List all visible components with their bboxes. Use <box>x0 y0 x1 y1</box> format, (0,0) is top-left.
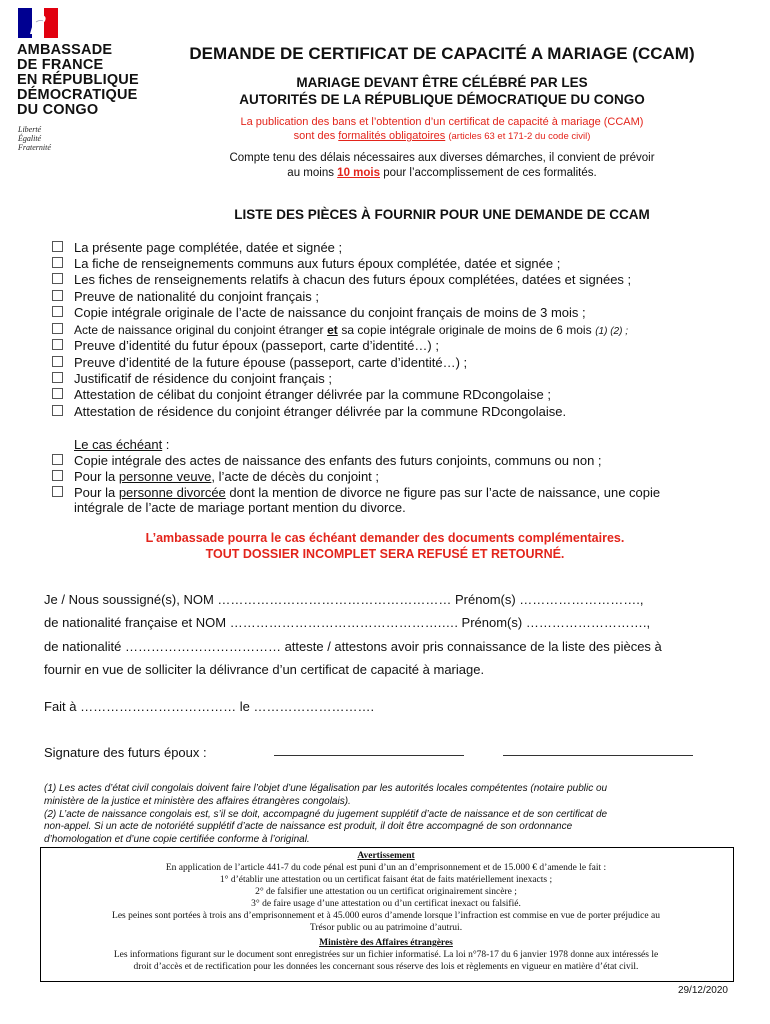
list-item-continuation: intégrale de l’acte de mariage portant mention du divorce. <box>74 500 406 515</box>
list-item-text: , l’acte de décès du conjoint ; <box>211 469 380 484</box>
pub-text-obligatoires: formalités obligatoires <box>338 130 446 142</box>
list-item-text: Pour la <box>74 485 116 500</box>
signature-line-2[interactable] <box>503 755 693 757</box>
pub-text-a: sont des <box>293 130 336 142</box>
delay-line-2 <box>152 166 732 181</box>
footnote-1a: (1) Les actes d’état civil congolais doivent faire l’objet d’une légalisation par les autorités locales compétentes (notaire public ou <box>44 783 608 794</box>
list-item <box>52 404 566 419</box>
embassy-name-line-3: EN RÉPUBLIQUE <box>17 72 139 88</box>
list-item <box>52 272 631 287</box>
checkbox[interactable] <box>52 356 63 367</box>
motto-liberte: Liberté <box>18 125 42 134</box>
list-item <box>52 256 560 271</box>
list-item-text: Justificatif de résidence du conjoint français ; <box>74 371 332 386</box>
publication-line-2 <box>152 129 732 144</box>
embassy-name-line-1: AMBASSADE <box>17 42 113 58</box>
list-item <box>52 371 332 386</box>
list-item <box>52 469 379 484</box>
avertissement-text <box>44 850 728 973</box>
checkbox[interactable] <box>52 273 63 284</box>
list-item-text: La présente page complétée, datée et signée ; <box>74 240 343 255</box>
footnote-2b: non-appel. Si un acte de notoriété supplétif d’acte de naissance est produit, il doit être accompagné de son ordonnance <box>44 821 573 833</box>
avertissement-line: 1° d’établir une attestation ou un certificat faisant état de faits matériellement inexacts ; <box>219 875 553 885</box>
document-subtitle <box>152 74 732 108</box>
footnote-2a: (2) L’acte de naissance congolais est, s’il se doit, accompagné du jugement supplétif d’acte de naissance et de son certificat de <box>44 808 608 820</box>
list-item-text: sa copie intégrale originale de moins de 6 mois <box>341 323 592 337</box>
document-date: 29/12/2020 <box>677 985 728 996</box>
list-item-text: Les fiches de renseignements relatifs à chacun des futurs époux complétées, datées et signées ; <box>74 272 632 287</box>
list-item <box>52 387 551 402</box>
list-item-text: Acte de naissance original du conjoint étranger <box>74 323 324 337</box>
cas-label-colon: : <box>162 437 170 452</box>
list-item-text: La fiche de renseignements communs aux futurs époux complétée, datée et signée ; <box>74 256 561 271</box>
checkbox[interactable] <box>52 290 63 301</box>
delay-text-c: pour l’accomplissement de ces formalités. <box>383 167 597 179</box>
cas-echeant-label <box>74 437 169 452</box>
embassy-name <box>17 43 167 118</box>
marianne-logo <box>18 8 58 38</box>
list-item <box>52 240 342 255</box>
publication-notice <box>152 115 732 144</box>
list-item-text: Preuve d’identité du futur époux (passeport, carte d’identité…) ; <box>74 338 439 353</box>
list-item-text: Attestation de résidence du conjoint étranger délivrée par la commune RDcongolaise. <box>74 404 567 419</box>
subtitle-line-1: MARIAGE DEVANT ÊTRE CÉLÉBRÉ PAR LES <box>296 75 588 90</box>
avertissement-line: Trésor public ou au patrimoine d’autrui. <box>309 923 463 933</box>
list-item <box>52 453 602 468</box>
list-item-text: Preuve d’identité de la future épouse (passeport, carte d’identité…) ; <box>74 355 468 370</box>
avertissement-title: Avertissement <box>357 851 415 861</box>
delay-notice <box>152 151 732 181</box>
ministere-line: droit d’accès et de rectification pour les données les concernant sous réserve des lois et règlements en vigueur en matière d’état civil. <box>133 962 639 972</box>
list-item-veuve: personne veuve <box>118 469 212 484</box>
motto-fraternite: Fraternité <box>18 143 51 152</box>
motto-egalite: Égalité <box>18 134 42 143</box>
checkbox[interactable] <box>52 486 63 497</box>
form-line-nom-1[interactable]: Je / Nous soussigné(s), NOM ……………………………………………… Prénom(s) ………………………., <box>44 592 644 607</box>
delay-10-mois: 10 mois <box>337 167 380 179</box>
footnotes <box>44 783 724 847</box>
red-warning-line-2: TOUT DOSSIER INCOMPLET SERA REFUSÉ ET RETOURNÉ. <box>205 547 565 561</box>
form-line-fait-a[interactable]: Fait à ……………………………… le ………………………. <box>44 699 375 714</box>
delay-line-1: Compte tenu des délais nécessaires aux diverses démarches, il convient de prévoir <box>229 152 655 164</box>
signature-line-1[interactable] <box>274 755 464 757</box>
checkbox[interactable] <box>52 470 63 481</box>
list-title: LISTE DES PIÈCES À FOURNIR POUR UNE DEMANDE DE CCAM <box>234 207 650 222</box>
form-line-nom-2[interactable]: de nationalité française et NOM ………………………………………….…. Prénom(s) ………………………., <box>44 615 651 630</box>
list-item-text: Copie intégrale des actes de naissance des enfants des futurs conjoints, communs ou non ; <box>74 453 602 468</box>
ministere-line: Les informations figurant sur le document sont enregistrées sur un fichier informatisé. La loi n°78-17 du 6 janvier 1978 donne aux intéressés le <box>113 950 659 960</box>
publication-line-1: La publication des bans et l’obtention d’un certificat de capacité à mariage (CCAM) <box>240 116 644 128</box>
red-warning-line-1: L’ambassade pourra le cas échéant demander des documents complémentaires. <box>145 531 625 545</box>
list-item <box>52 289 319 304</box>
checkbox[interactable] <box>52 405 63 416</box>
checkbox[interactable] <box>52 339 63 350</box>
list-item-text: Copie intégrale originale de l’acte de naissance du conjoint français de moins de 3 mois ; <box>74 305 586 320</box>
list-item <box>52 322 628 337</box>
form-line-nationalite[interactable]: de nationalité ……………………………… atteste / attestons avoir pris connaissance de la liste des pièces à <box>44 639 662 654</box>
checkbox[interactable] <box>52 241 63 252</box>
checkbox[interactable] <box>52 454 63 465</box>
embassy-name-line-2: DE FRANCE <box>17 57 104 73</box>
list-item <box>52 305 586 320</box>
cas-label-text: Le cas échéant <box>74 437 163 452</box>
list-item-text: Attestation de célibat du conjoint étranger délivrée par la commune RDcongolaise ; <box>74 387 551 402</box>
checkbox[interactable] <box>52 388 63 399</box>
embassy-name-line-4: DÉMOCRATIQUE <box>17 87 138 103</box>
avertissement-line: En application de l’article 441-7 du code pénal est puni d’un an d’emprisonnement et de 15.000 € d’amende le fait : <box>165 863 607 873</box>
document-title: DEMANDE DE CERTIFICAT DE CAPACITÉ A MARIAGE (CCAM) <box>189 44 695 63</box>
list-item <box>52 338 439 353</box>
red-warning <box>40 530 730 562</box>
list-item-text: Pour la <box>74 469 116 484</box>
footnote-1b: ministère de la justice et ministère des affaires étrangères congolais). <box>44 795 351 807</box>
list-item <box>52 355 467 370</box>
republic-motto <box>18 125 51 152</box>
checkbox[interactable] <box>52 323 63 334</box>
list-item-note-ref: (1) (2) ; <box>595 326 628 337</box>
list-item-divorcee: personne divorcée <box>118 485 226 500</box>
list-item-text: dont la mention de divorce ne figure pas sur l’acte de naissance, une copie <box>229 485 661 500</box>
checkbox[interactable] <box>52 372 63 383</box>
subtitle-line-2: AUTORITÉS DE LA RÉPUBLIQUE DÉMOCRATIQUE DU CONGO <box>239 92 645 107</box>
checkbox[interactable] <box>52 306 63 317</box>
avertissement-line: 3° de faire usage d’une attestation ou d’un certificat inexact ou falsifié. <box>251 899 521 909</box>
embassy-name-line-5: DU CONGO <box>17 102 99 118</box>
pub-text-articles: (articles 63 et 171-2 du code civil) <box>448 131 591 142</box>
avertissement-line: 2° de falsifier une attestation ou un certificat originairement sincère ; <box>255 887 517 897</box>
delay-text-a: au moins <box>287 167 334 179</box>
footnote-2c: d’homologation et d’une copie certifiée conforme à l’original. <box>44 834 310 846</box>
list-item <box>52 485 660 500</box>
list-item-text: Preuve de nationalité du conjoint français ; <box>74 289 319 304</box>
list-item-et: et <box>327 323 338 337</box>
avertissement-line: Les peines sont portées à trois ans d’emprisonnement et à 45.000 euros d’amende lorsque l’infraction est commise en vue de porter préjudice au <box>112 911 660 921</box>
ministere-title: Ministère des Affaires étrangères <box>319 938 453 948</box>
signature-label: Signature des futurs époux : <box>44 745 207 760</box>
checkbox[interactable] <box>52 257 63 268</box>
form-line-fournir: fournir en vue de solliciter la délivrance d’un certificat de capacité à mariage. <box>44 662 485 677</box>
